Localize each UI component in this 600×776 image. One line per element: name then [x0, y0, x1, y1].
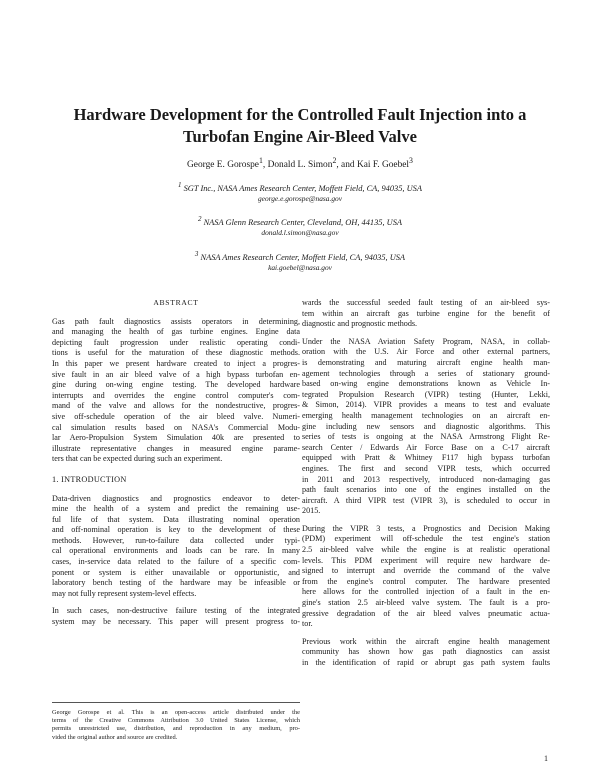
text-line: levels. This PDM experiment will require new hardware de-	[302, 555, 550, 565]
text-line: in the identification of rapid or abrupt gas path system faults	[302, 658, 550, 667]
footnote-line: vided the original author and source are credited.	[52, 733, 178, 741]
text-line: equipped with Pratt & Whitney F117 high bypass turbofan	[302, 453, 550, 463]
text-line: tor.	[302, 619, 313, 629]
text-line: from the engine's control computer. The hardware presented	[302, 576, 550, 586]
abstract-line: and managing the health of gas turbine engines. Engine data	[52, 327, 300, 337]
right-column	[302, 298, 550, 676]
author-1: George E. Gorospe	[187, 160, 259, 171]
text-line: Under the NASA Aviation Safety Program, NASA, in collab-	[302, 336, 550, 346]
title-line-2: Turbofan Engine Air-Bleed Valve	[183, 127, 417, 146]
text-line: wards the successful seeded fault testing of an air-bleed sys-	[302, 298, 550, 307]
affiliation-2	[40, 214, 560, 238]
text-line: engines. The first and second VIPR tests, which occurred	[302, 463, 550, 473]
email-1[interactable]: george.e.gorospe@nasa.gov	[257, 193, 343, 203]
license-footnote	[52, 702, 300, 742]
affiliation-1	[40, 180, 560, 204]
footnote-line: terms of the Creative Commons Attribution 3.0 United States License, which	[52, 717, 300, 725]
abstract-line: sive fault in an air bleed valve of a high bypass turbofan en-	[52, 369, 300, 379]
introduction-heading: 1. INTRODUCTION	[52, 474, 127, 484]
page-number: 1	[544, 754, 548, 763]
right-paragraph-1	[302, 298, 550, 330]
text-line: During the VIPR 3 tests, a Prognostics and Decision Making	[302, 523, 550, 533]
abstract-text	[52, 317, 300, 465]
text-line: may not fully represent system-level effects.	[52, 588, 197, 598]
paper-title	[40, 104, 560, 148]
author-1-sup: 1	[258, 156, 263, 165]
abstract-line: Gas path fault diagnostics assists operators in determining,	[52, 316, 300, 326]
author-3-sup: 3	[409, 156, 413, 165]
text-line: (PDM) experiment will off-schedule the test engine's station	[302, 534, 550, 544]
author-3: Kai F. Goebel	[356, 160, 410, 171]
abstract-line: lar Aero-Propulsion System Simulation 40k are presented to	[52, 433, 300, 443]
title-line-1: Hardware Development for the Controlled Fault Injection into a	[73, 105, 527, 124]
text-line: Previous work within the aircraft engine health management	[302, 636, 550, 646]
abstract-line: depicting fault progression under realistic operating condi-	[52, 337, 300, 347]
text-line: cal operational environments and loads can be rare. In many	[52, 546, 300, 556]
text-line: in 2011 and 2013 respectively, introduced non-damaging gas	[302, 474, 550, 484]
text-line: here allows for the controlled injection of a fault in the en-	[302, 587, 550, 597]
abstract-line: cal simulation results based on NASA's Commercial Modu-	[52, 422, 300, 432]
text-line: tegrated Propulsion Research (VIPR) testing (Hunter, Lekki,	[302, 389, 550, 399]
text-line: aircraft. A third VIPR test (VIPR 3), is scheduled to occur in	[302, 495, 550, 505]
intro-paragraph-1	[52, 494, 300, 600]
abstract-line: gine during on-wing engine testing. The developed hardware	[52, 380, 300, 390]
abstract-line: mand of the valve and allows for the nondestructive, progres-	[52, 401, 300, 411]
text-line: Data-driven diagnostics and prognostics endeavor to deter-	[52, 493, 300, 503]
email-3[interactable]: kai.goebel@nasa.gov	[268, 262, 332, 272]
email-2[interactable]: donald.l.simon@nasa.gov	[261, 227, 339, 237]
text-line: emerging health management technologies on an aircraft en-	[302, 410, 550, 420]
right-paragraph-3	[302, 524, 550, 630]
text-line: diagnostic and prognostic methods.	[302, 319, 418, 329]
affiliation-3-text: NASA Ames Research Center, Moffett Field, CA, 94035, USA	[200, 252, 406, 262]
author-list	[40, 155, 560, 171]
text-line: & Simon, 2014). VIPR provides a means to test and evaluate	[302, 400, 550, 410]
abstract-line: interrupts and overrides the engine control computer's com-	[52, 390, 300, 400]
text-line: 2.5 air-bleed valve while the engine is at realistic operational	[302, 545, 550, 555]
text-line: methods. However, run-to-failure data collected under typi-	[52, 535, 300, 545]
affiliation-2-text: NASA Glenn Research Center, Cleveland, OH, 44135, USA	[203, 217, 402, 227]
text-line: mine the health of a system and predict the remaining use-	[52, 504, 300, 514]
text-line: system may be necessary. This paper will present progress to-	[52, 617, 300, 627]
abstract-line: sive off-schedule operation of the air bleed valve. Numeri-	[52, 411, 300, 421]
text-line: series of tests is ongoing at the NASA Armstrong Flight Re-	[302, 432, 550, 442]
text-line: oration with the U.S. Air Force and other external partners,	[302, 347, 550, 357]
text-line: ponent or system is either unavailable or opportunistic, and	[52, 567, 300, 577]
affiliation-3-sup: 3	[194, 250, 199, 258]
text-line: ful life of that system. Data illustrating nominal operation	[52, 514, 300, 524]
text-line: path fault scenarios into one of the engines installed on the	[302, 485, 550, 495]
footnote-line: permits unrestricted use, distribution, and reproduction in any medium, pro-	[52, 725, 300, 733]
text-line: laboratory bench testing of the hardware may be infeasible or	[52, 578, 300, 588]
left-column	[52, 298, 300, 635]
text-line: based on-wing engine demonstrations known as Vehicle In-	[302, 379, 550, 389]
abstract-line: tions is useful for the maturation of these diagnostic methods.	[52, 348, 300, 358]
footnote-line: George Gorospe et al. This is an open-access article distributed under the	[52, 709, 300, 716]
intro-paragraph-2	[52, 606, 300, 627]
abstract-line: illustrate representative changes in measured engine parame-	[52, 443, 300, 453]
author-separator: ,	[262, 160, 268, 171]
author-separator: , and	[336, 160, 357, 171]
author-2-sup: 2	[332, 156, 337, 165]
text-line: search Center / Edwards Air Force Base on a C-17 aircraft	[302, 442, 550, 452]
text-line: cases, in-service data related to the failure of a specific com-	[52, 557, 300, 567]
text-line: agement technologies through a series of stationary ground-	[302, 368, 550, 378]
affiliation-1-text: SGT Inc., NASA Ames Research Center, Moffett Field, CA, 94035, USA	[183, 183, 422, 193]
text-line: is demonstrating and maturing aircraft engine health man-	[302, 357, 550, 367]
text-line: gressive degradation of the air bleed valves pneumatic actua-	[302, 608, 550, 618]
text-line: gine's station 2.5 air-bleed valve system. The fault is a pro-	[302, 598, 550, 608]
text-line: community has shown how gas path diagnostics can assist	[302, 647, 550, 657]
abstract-line: ters that can be expected during such an experiment.	[52, 454, 223, 464]
right-paragraph-2	[302, 337, 550, 517]
text-line: gine including new sensors and diagnostic algorithms. This	[302, 421, 550, 431]
text-line: tem within an aircraft gas turbine engine for the benefit of	[302, 308, 550, 318]
affiliation-2-sup: 2	[198, 215, 202, 223]
affiliation-3	[40, 249, 560, 273]
abstract-heading: ABSTRACT	[153, 298, 199, 307]
text-line: signed to interrupt and override the command of the valve	[302, 566, 550, 576]
text-line: and off-nominal operation is key to the development of these	[52, 525, 300, 535]
affiliation-1-sup: 1	[178, 181, 182, 189]
right-paragraph-4	[302, 637, 550, 669]
text-line: 2015.	[302, 506, 321, 516]
abstract-line: In this paper we present hardware created to inject a progres-	[52, 358, 300, 368]
text-line: In such cases, non-destructive failure testing of the integrated	[52, 606, 300, 616]
author-2: Donald L. Simon	[267, 160, 333, 171]
